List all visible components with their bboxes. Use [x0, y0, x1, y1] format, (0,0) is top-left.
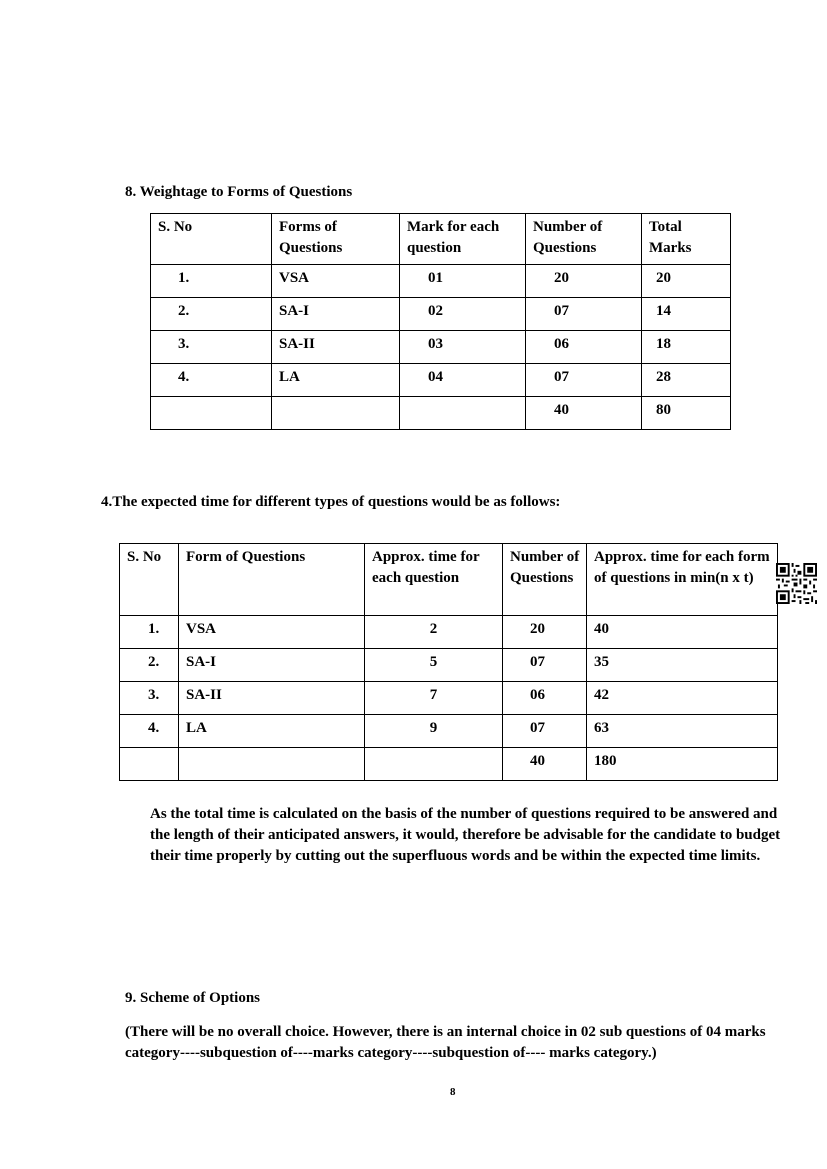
- cell: 07: [503, 715, 587, 748]
- cell: [151, 397, 272, 430]
- cell: 28: [642, 364, 731, 397]
- cell: [365, 748, 503, 781]
- cell: 7: [365, 682, 503, 715]
- cell: 1.: [151, 265, 272, 298]
- cell: 40: [503, 748, 587, 781]
- cell: 07: [526, 364, 642, 397]
- cell: 06: [503, 682, 587, 715]
- header-approx-time: Approx. time for each question: [365, 544, 503, 616]
- expected-time-table: [119, 543, 778, 781]
- table-row-total: [151, 397, 731, 430]
- header-total: Total Marks: [642, 214, 731, 265]
- table-row: [151, 298, 731, 331]
- cell: 14: [642, 298, 731, 331]
- cell: 4.: [151, 364, 272, 397]
- section-9-heading: 9. Scheme of Options: [125, 990, 260, 1006]
- cell: SA-II: [272, 331, 400, 364]
- cell: 03: [400, 331, 526, 364]
- table-row-total: [120, 748, 778, 781]
- cell: VSA: [179, 616, 365, 649]
- qr-code-icon: [776, 563, 817, 604]
- cell: [179, 748, 365, 781]
- cell: 40: [526, 397, 642, 430]
- cell: 07: [503, 649, 587, 682]
- header-form: Form of Questions: [179, 544, 365, 616]
- cell: 2.: [120, 649, 179, 682]
- header-number: Number of Questions: [503, 544, 587, 616]
- header-sno: S. No: [151, 214, 272, 265]
- table-row: [120, 715, 778, 748]
- header-number: Number of Questions: [526, 214, 642, 265]
- page-number: 8: [450, 1086, 456, 1098]
- cell: LA: [179, 715, 365, 748]
- header-mark: Mark for each question: [400, 214, 526, 265]
- table-row: [120, 649, 778, 682]
- table-row: [120, 616, 778, 649]
- cell: 06: [526, 331, 642, 364]
- time-advice-paragraph: As the total time is calculated on the basis of the number of questions required to be answered and the length of their anticipated answers, it would, therefore be advisable for the candidate to budget their time properly by cutting out the superfluous words and be within the expected time limits.: [150, 806, 781, 864]
- header-approx-form-time: Approx. time for each form of questions in min(n x t): [587, 544, 778, 616]
- table-row: [151, 364, 731, 397]
- section-4-heading: 4.The expected time for different types of questions would be as follows:: [101, 494, 561, 510]
- cell: 5: [365, 649, 503, 682]
- table-header-row: [120, 544, 778, 616]
- cell: 02: [400, 298, 526, 331]
- scheme-of-options-text: (There will be no overall choice. However, there is an internal choice in 02 sub questions of 04 marks category----subquestion of----marks category----subquestion of---- marks category.): [125, 1024, 766, 1061]
- table-row: [151, 331, 731, 364]
- cell: 04: [400, 364, 526, 397]
- cell: 3.: [151, 331, 272, 364]
- cell: [400, 397, 526, 430]
- cell: 01: [400, 265, 526, 298]
- cell: 40: [587, 616, 778, 649]
- cell: 63: [587, 715, 778, 748]
- cell: 42: [587, 682, 778, 715]
- table-header-row: [151, 214, 731, 265]
- cell: LA: [272, 364, 400, 397]
- weightage-table: [150, 213, 731, 430]
- cell: 20: [642, 265, 731, 298]
- cell: 07: [526, 298, 642, 331]
- cell: 18: [642, 331, 731, 364]
- cell: 20: [503, 616, 587, 649]
- cell: SA-II: [179, 682, 365, 715]
- cell: [272, 397, 400, 430]
- cell: 9: [365, 715, 503, 748]
- table-row: [151, 265, 731, 298]
- header-forms: Forms of Questions: [272, 214, 400, 265]
- cell: 80: [642, 397, 731, 430]
- cell: 1.: [120, 616, 179, 649]
- header-sno: S. No: [120, 544, 179, 616]
- cell: 180: [587, 748, 778, 781]
- cell: 3.: [120, 682, 179, 715]
- section-8-heading: 8. Weightage to Forms of Questions: [125, 184, 353, 200]
- cell: 2: [365, 616, 503, 649]
- cell: SA-I: [272, 298, 400, 331]
- cell: 20: [526, 265, 642, 298]
- cell: SA-I: [179, 649, 365, 682]
- cell: VSA: [272, 265, 400, 298]
- cell: 2.: [151, 298, 272, 331]
- cell: 35: [587, 649, 778, 682]
- table-row: [120, 682, 778, 715]
- cell: 4.: [120, 715, 179, 748]
- cell: [120, 748, 179, 781]
